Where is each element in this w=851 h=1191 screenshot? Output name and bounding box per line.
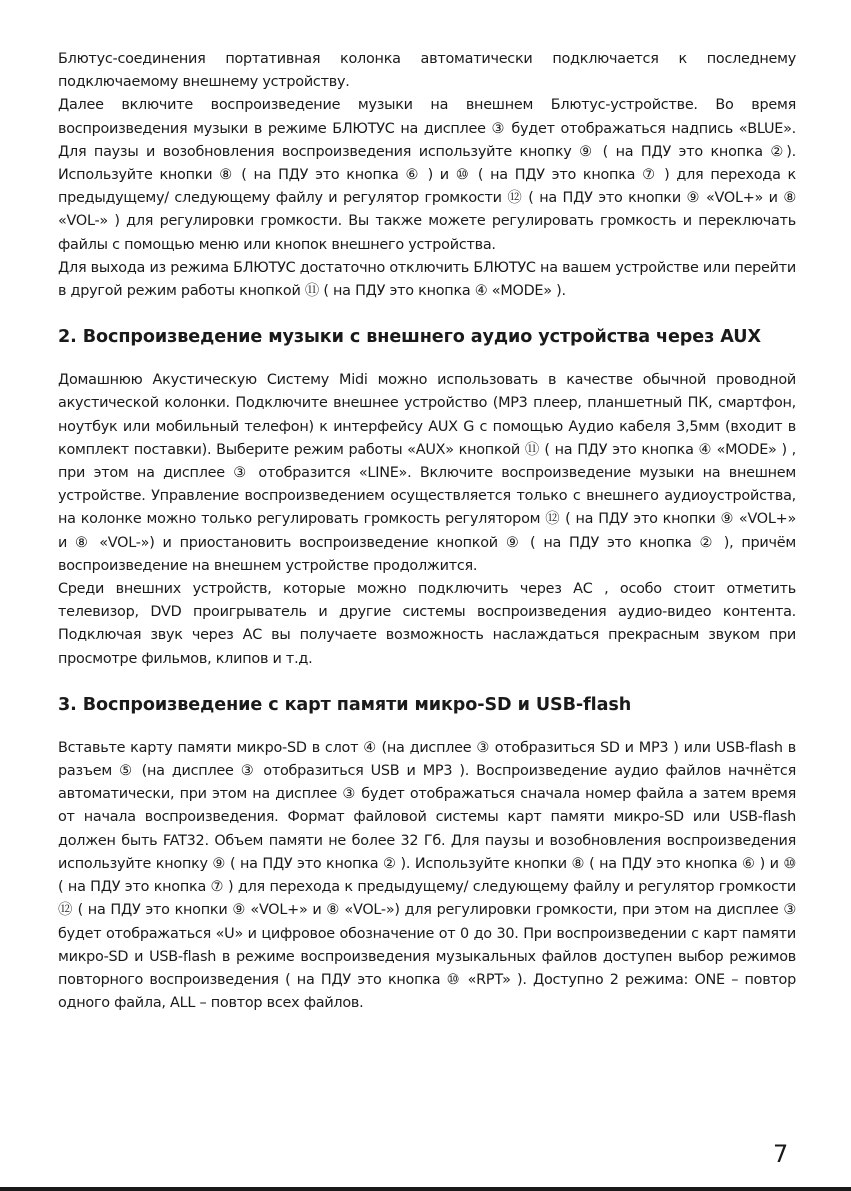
sd-usb-paragraph: Вставьте карту памяти микро-SD в слот ④ (на дисплее ③ отобразиться SD и MP3 ) или USB-flash в разъем ⑤ (на дисплее ③ отобразиться USB и MP3 ). Воспроизведение аудио файлов начнётся автоматически, при этом на дисплее ③ будет отображаться сначала номер файла а затем время от начала воспроизведения. Формат файловой системы карт памяти микро-SD или USB-flash должен быть FAT32. Объем памяти не более 32 Гб. Для паузы и возобновления воспроизведения используйте кнопку ⑨ ( на ПДУ это кнопка ② ). Используйте кнопки ⑧ ( на ПДУ это кнопка ⑥ ) и ⑩ ( на ПДУ это кнопка ⑦ ) для перехода к предыдущему/ следующему файлу и регулятор громкости ⑫ ( на ПДУ это кнопки ⑨ «VOL+» и ⑧ «VOL-») для регулировки громкости, при этом на дисплее ③ будет отображаться «U» и цифровое обозначение от 0 до 30. При воспроизведении с карт памяти микро-SD и USB-flash в режиме воспроизведения музыкальных файлов доступен выбор режимов повторного воспроизведения ( на ПДУ это кнопка ⑩ «RPT» ). Доступно 2 режима: ONE – повтор одного файла, ALL – повтор всех файлов. [58,739,796,1012]
aux-usage-paragraph: Домашнюю Акустическую Систему Midi можно использовать в качестве обычной проводной акустической колонки. Подключите внешнее устройство (MP3 плеер, планшетный ПК, смартфон, ноутбук или мобильный телефон) к интерфейсу AUX G с помощью Аудио кабеля 3,5мм (входит в комплект поставки). Выберите режим работы «AUX» кнопкой ⑪ ( на ПДУ это кнопка ④ «MODE» ) , при этом на дисплее ③ отобразится «LINE». Включите воспроизведение музыки на внешнем устройстве. Управление воспроизведением осуществляется только с внешнего аудиоустройства, на колонке можно только регулировать громкость регулятором ⑫ ( на ПДУ это кнопки ⑨ «VOL+» и ⑧ «VOL-») и приостановить воспроизведение кнопкой ⑨ ( на ПДУ это кнопка ② ), причём воспроизведение на внешнем устройстве продолжится. [58,372,796,574]
bluetooth-exit-paragraph: Для выхода из режима БЛЮТУС достаточно отключить БЛЮТУС на вашем устройстве или перейти в другой режим работы кнопкой ⑪ ( на ПДУ это кнопка ④ «MODE» ). [58,259,796,300]
aux-devices-paragraph: Среди внешних устройств, которые можно подключить через АС , особо стоит отметить телевизор, DVD проигрыватель и другие системы воспроизведения аудио-видео контента. Подключая звук через АС вы получаете возможность наслаждаться прекрасным звуком при просмотре фильмов, клипов и т.д. [58,581,796,667]
manual-page [58,48,796,1015]
section-aux-heading: 2. Воспроизведение музыки с внешнего аудио устройства через AUX [58,327,761,348]
bluetooth-intro-paragraph: Блютус-соединения портативная колонка автоматически подключается к последнему подключаемому внешнему устройству. [58,51,796,91]
page-number: 7 [773,1140,789,1168]
section-sd-usb-heading: 3. Воспроизведение с карт памяти микро-SD и USB-flash [58,694,632,715]
bottom-divider [0,1187,851,1191]
bluetooth-playback-paragraph: Далее включите воспроизведение музыки на внешнем Блютус-устройстве. Во время воспроизведения музыки в режиме БЛЮТУС на дисплее ③ будет отображаться надпись «BLUE». Для паузы и возобновления воспроизведения используйте кнопку ⑨ ( на ПДУ это кнопка ②). Используйте кнопки ⑧ ( на ПДУ это кнопка ⑥ ) и ⑩ ( на ПДУ это кнопка ⑦ ) для перехода к предыдущему/ следующему файлу и регулятор громкости ⑫ ( на ПДУ это кнопки ⑨ «VOL+» и ⑧ «VOL-» ) для регулировки громкости. Вы также можете регулировать громкость и переключать файлы с помощью меню или кнопок внешнего устройства. [58,97,796,253]
